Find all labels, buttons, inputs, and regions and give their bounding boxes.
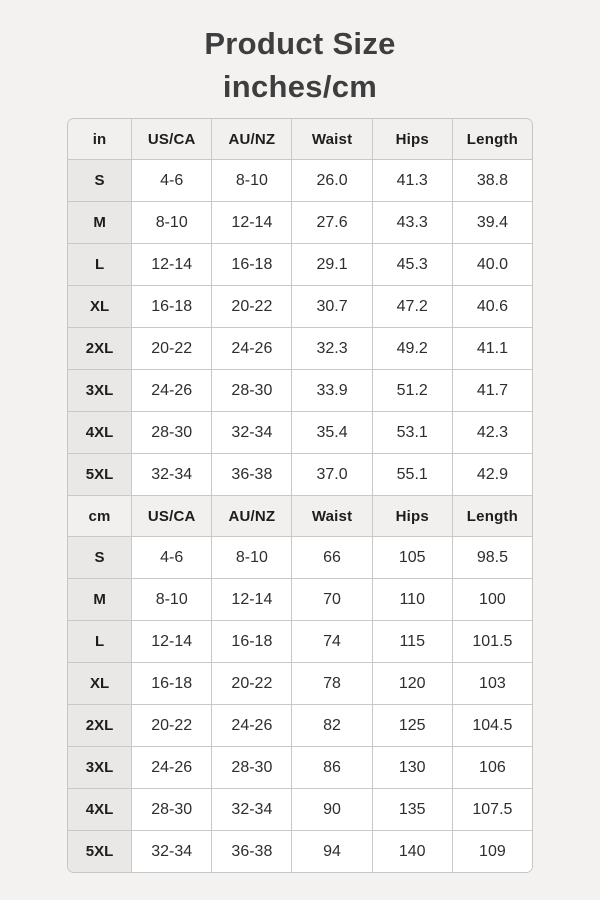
column-header-cell: Waist [292,496,372,537]
value-cell: 51.2 [372,370,452,412]
value-cell: 55.1 [372,454,452,496]
size-label-cell: 2XL [68,328,132,370]
value-cell: 12-14 [212,202,292,244]
header-row-cm [68,496,533,537]
value-cell: 8-10 [212,160,292,202]
table-row [68,705,533,747]
value-cell: 32-34 [132,454,212,496]
table-row [68,579,533,621]
value-cell: 32.3 [292,328,372,370]
value-cell: 20-22 [212,663,292,705]
value-cell: 8-10 [132,202,212,244]
table-row [68,412,533,454]
column-header-cell: US/CA [132,119,212,160]
page-title [0,0,600,108]
column-header-cell: Hips [372,119,452,160]
table-row [68,370,533,412]
value-cell: 24-26 [212,328,292,370]
value-cell: 28-30 [132,412,212,454]
value-cell: 41.7 [452,370,532,412]
table-row [68,244,533,286]
column-header-cell: Hips [372,496,452,537]
value-cell: 37.0 [292,454,372,496]
size-table-section-cm [68,496,533,873]
value-cell: 36-38 [212,454,292,496]
size-label-cell: L [68,244,132,286]
value-cell: 40.6 [452,286,532,328]
value-cell: 36-38 [212,831,292,873]
value-cell: 140 [372,831,452,873]
value-cell: 86 [292,747,372,789]
value-cell: 30.7 [292,286,372,328]
table-row [68,831,533,873]
column-header-cell: AU/NZ [212,119,292,160]
table-row [68,202,533,244]
table-row [68,537,533,579]
size-label-cell: S [68,160,132,202]
value-cell: 32-34 [132,831,212,873]
value-cell: 78 [292,663,372,705]
size-chart-container [67,118,533,873]
value-cell: 105 [372,537,452,579]
column-header-cell: Length [452,496,532,537]
size-label-cell: M [68,579,132,621]
value-cell: 49.2 [372,328,452,370]
value-cell: 24-26 [132,370,212,412]
column-header-cell: AU/NZ [212,496,292,537]
value-cell: 20-22 [132,328,212,370]
size-table [67,118,533,873]
value-cell: 109 [452,831,532,873]
table-row [68,328,533,370]
table-row [68,621,533,663]
value-cell: 70 [292,579,372,621]
value-cell: 8-10 [212,537,292,579]
value-cell: 130 [372,747,452,789]
value-cell: 41.3 [372,160,452,202]
size-label-cell: 4XL [68,412,132,454]
value-cell: 35.4 [292,412,372,454]
value-cell: 12-14 [212,579,292,621]
value-cell: 74 [292,621,372,663]
value-cell: 39.4 [452,202,532,244]
column-header-cell: Waist [292,119,372,160]
value-cell: 101.5 [452,621,532,663]
value-cell: 8-10 [132,579,212,621]
value-cell: 20-22 [212,286,292,328]
table-row [68,747,533,789]
value-cell: 12-14 [132,244,212,286]
value-cell: 29.1 [292,244,372,286]
value-cell: 24-26 [212,705,292,747]
value-cell: 32-34 [212,789,292,831]
value-cell: 16-18 [212,621,292,663]
value-cell: 40.0 [452,244,532,286]
value-cell: 20-22 [132,705,212,747]
value-cell: 24-26 [132,747,212,789]
size-label-cell: L [68,621,132,663]
value-cell: 45.3 [372,244,452,286]
value-cell: 125 [372,705,452,747]
table-row [68,663,533,705]
value-cell: 4-6 [132,160,212,202]
value-cell: 47.2 [372,286,452,328]
value-cell: 90 [292,789,372,831]
value-cell: 41.1 [452,328,532,370]
value-cell: 26.0 [292,160,372,202]
value-cell: 103 [452,663,532,705]
value-cell: 16-18 [212,244,292,286]
value-cell: 27.6 [292,202,372,244]
value-cell: 106 [452,747,532,789]
page-title-line2: inches/cm [222,69,378,104]
value-cell: 28-30 [132,789,212,831]
size-label-cell: 2XL [68,705,132,747]
value-cell: 33.9 [292,370,372,412]
value-cell: 12-14 [132,621,212,663]
table-row [68,160,533,202]
value-cell: 43.3 [372,202,452,244]
size-label-cell: XL [68,663,132,705]
value-cell: 120 [372,663,452,705]
value-cell: 53.1 [372,412,452,454]
unit-header-cell: cm [68,496,132,537]
size-label-cell: 3XL [68,747,132,789]
value-cell: 115 [372,621,452,663]
size-label-cell: 3XL [68,370,132,412]
size-label-cell: S [68,537,132,579]
page-title-line1: Product Size [204,26,396,61]
column-header-cell: Length [452,119,532,160]
table-row [68,286,533,328]
value-cell: 16-18 [132,663,212,705]
value-cell: 4-6 [132,537,212,579]
size-label-cell: 5XL [68,454,132,496]
value-cell: 107.5 [452,789,532,831]
header-row-in [68,119,533,160]
value-cell: 16-18 [132,286,212,328]
size-label-cell: XL [68,286,132,328]
value-cell: 82 [292,705,372,747]
size-label-cell: M [68,202,132,244]
unit-header-cell: in [68,119,132,160]
column-header-cell: US/CA [132,496,212,537]
value-cell: 110 [372,579,452,621]
size-label-cell: 4XL [68,789,132,831]
value-cell: 32-34 [212,412,292,454]
value-cell: 98.5 [452,537,532,579]
value-cell: 66 [292,537,372,579]
value-cell: 42.3 [452,412,532,454]
size-table-section-in [68,119,533,496]
value-cell: 94 [292,831,372,873]
table-row [68,454,533,496]
value-cell: 28-30 [212,747,292,789]
value-cell: 100 [452,579,532,621]
size-label-cell: 5XL [68,831,132,873]
value-cell: 28-30 [212,370,292,412]
value-cell: 38.8 [452,160,532,202]
value-cell: 104.5 [452,705,532,747]
table-row [68,789,533,831]
value-cell: 135 [372,789,452,831]
value-cell: 42.9 [452,454,532,496]
